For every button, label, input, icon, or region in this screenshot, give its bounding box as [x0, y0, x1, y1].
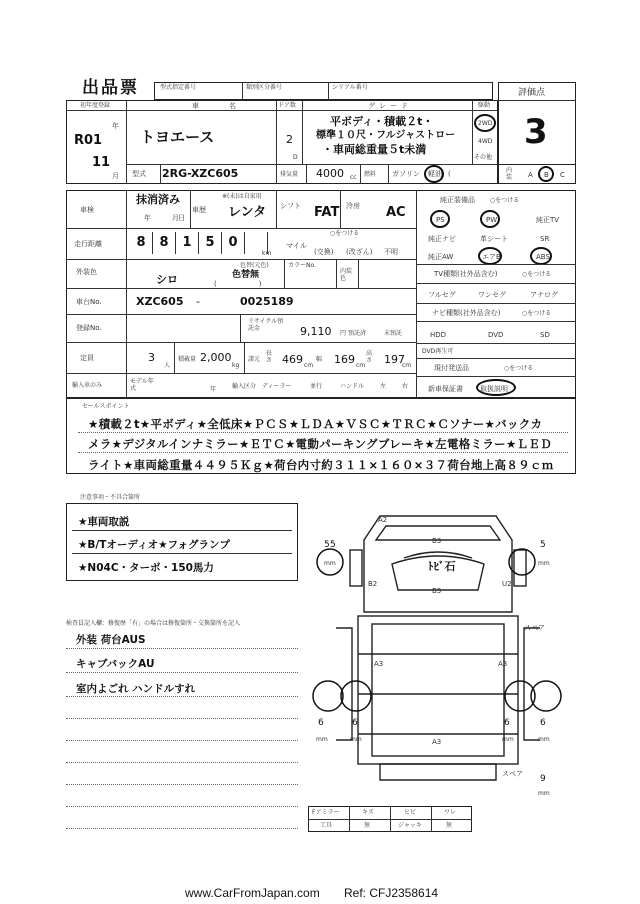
sales-point-line: メラ★デジタルインナミラー★ＥＴＣ★電動パーキングブレーキ★左電格ミラー★ＬＥＤ	[88, 437, 552, 451]
note-line: ★B/Tオーディオ★フォグランプ	[78, 539, 230, 551]
grade-line-2: 標準１０尺・フルジャストロー	[316, 130, 456, 141]
drive-4wd: 4WD	[478, 138, 493, 145]
recycle-unpaid: 未預託	[384, 330, 403, 337]
era-value: R01	[74, 133, 103, 148]
equip-aw: 純正AW	[428, 253, 454, 261]
tv-analog: アナログ	[530, 291, 558, 299]
tire-rear-left-outer	[313, 681, 343, 711]
handle-left: 左	[380, 383, 387, 390]
inspector-label: 検査員記入欄：修復歴「有」の場合は修復箇所・交換箇所を記入	[66, 620, 241, 627]
inspector-line: 外装 荷台AUS	[76, 634, 146, 646]
spare-unit: mm	[538, 790, 550, 797]
import-class-label: 輸入区分	[232, 383, 257, 390]
legend-item: ワレ	[444, 809, 457, 816]
shift-label: シフト	[280, 202, 301, 210]
grade-label: グレード	[368, 102, 412, 110]
history-label: 車歴	[192, 206, 206, 214]
color-label: 外装色	[76, 268, 97, 276]
capacity-value: 3	[148, 351, 155, 364]
reg-label: 登録No.	[76, 324, 102, 332]
mileage-digit: 5	[199, 232, 222, 254]
equipment-circle-note: ○をつける	[490, 197, 520, 204]
spare-label-top: スペア	[524, 624, 545, 632]
header-boxes	[154, 82, 493, 100]
width-label: 幅	[316, 356, 323, 363]
notes-label: 注意事項・不具合箇所	[80, 494, 141, 501]
interior-color-label: 内装色	[340, 268, 353, 282]
model-value: 2RG-XZC605	[162, 167, 239, 180]
chassis-dash: -	[196, 295, 200, 308]
mileage-digit: 8	[153, 232, 176, 254]
tire-depth-rr-outer: 6	[540, 718, 546, 728]
year-unit: 年	[112, 122, 119, 130]
interior-label: 内装	[506, 167, 513, 181]
tire-depth-rl-outer: 6	[318, 718, 324, 728]
tire-depth-fl-unit: mm	[324, 560, 336, 567]
orig-color-label: 色替(元色)	[240, 262, 269, 269]
mileage-label: 走行距離	[74, 240, 102, 248]
score-label: 評価点	[518, 88, 546, 98]
month-unit: 月	[112, 172, 119, 180]
orig-color-paren: ( )	[214, 280, 262, 288]
interior-c: C	[560, 171, 565, 179]
equip-leather: 革シート	[480, 235, 508, 243]
drive-2wd-circle	[474, 114, 496, 132]
equip-sr: SR	[540, 235, 550, 243]
damage-windshield: ﾄﾋﾞ石	[428, 560, 456, 573]
chassis-prefix: XZC605	[136, 295, 184, 308]
fuel-gasoline: ガソリン	[392, 170, 420, 178]
fuel-diesel-circle	[424, 165, 444, 183]
doors-unit: D	[293, 154, 298, 161]
note-line: ★N04C・ターボ・150馬力	[78, 562, 214, 574]
car-name-label: 車名	[192, 102, 266, 110]
mileage-digit: 0	[222, 232, 245, 254]
truck-diagram	[300, 500, 576, 810]
chassis-number: 0025189	[240, 295, 294, 308]
shaken-label: 車検	[80, 206, 94, 214]
length-value: 469	[282, 353, 303, 366]
mileage-tamper: (改ざん)	[346, 248, 373, 256]
shaken-day: 日	[178, 214, 185, 222]
color-value: シロ	[156, 273, 178, 286]
history-note: ※(未)は自家用	[222, 193, 262, 200]
spare-value: 9	[540, 774, 546, 784]
car-name-value: トヨエース	[140, 128, 215, 146]
tire-rear-left-inner	[341, 681, 371, 711]
doors-value: 2	[286, 133, 293, 146]
height-unit: cm	[402, 362, 412, 369]
tire-depth-fr-unit: mm	[538, 560, 550, 567]
damage-u2: U2	[502, 580, 512, 588]
load-label: 積載量	[178, 356, 197, 363]
inspector-line: 室内よごれ ハンドルすれ	[76, 683, 196, 695]
orig-color-value: 色替無	[232, 270, 260, 280]
equipment-title: 純正装備品	[440, 196, 475, 204]
recycle-value: 9,110	[300, 325, 332, 338]
legend-item: Fアミラー	[312, 809, 340, 816]
class-number-label: 類別区分番号	[246, 84, 283, 91]
mileage-circle-note: ○をつける	[330, 230, 360, 237]
displacement-unit: cc	[350, 174, 357, 181]
inspector-line: キャブバックAU	[76, 658, 155, 670]
tire-depth-fl-value: 5	[330, 540, 336, 550]
tv-fullseg: フルセグ	[428, 291, 456, 299]
shaken-ym: 年 月	[144, 214, 179, 222]
drive-other: その他	[474, 154, 493, 161]
handle-right: 右	[402, 383, 409, 390]
mileage-digit: 1	[176, 232, 199, 254]
handle-label: ハンドル	[340, 383, 365, 390]
parallel-label: 並行	[310, 383, 323, 390]
color-code-label: カラーNo.	[288, 262, 316, 269]
history-value: レンタ	[228, 205, 267, 220]
chassis-label: 車台No.	[76, 298, 102, 306]
capacity-unit: 人	[164, 362, 171, 369]
spare-label: スペア	[502, 770, 523, 778]
damage-a3-right: A3	[498, 660, 508, 668]
navi-sd: SD	[540, 331, 550, 339]
legend-value: 工具	[320, 822, 333, 829]
first-reg-label: 初年度登録	[80, 102, 111, 109]
equip-pw-circle	[480, 210, 500, 228]
type-designation-label: 型式指定番号	[160, 84, 197, 91]
damage-b3-bottom: B3	[432, 587, 442, 595]
height-label: 高さ	[366, 350, 373, 364]
shaken-value: 抹消済み	[136, 193, 180, 206]
damage-b2: B2	[368, 580, 378, 588]
sales-point-line: ★積載２t★平ボディ★全低床★ＰＣＳ★ＬＤＡ★ＶＳＣ★ＴＲＣ★Ｃソナー★バックカ	[88, 417, 543, 431]
fuel-label: 燃料	[364, 171, 377, 178]
legend-item: ヒビ	[404, 809, 417, 816]
load-unit: kg	[232, 362, 240, 369]
legend-item: キズ	[362, 809, 374, 816]
docs-circle-note: ○をつける	[504, 365, 534, 372]
dvd-playback: DVD再生可	[422, 348, 454, 355]
serial-number-label: シリアル番号	[332, 84, 368, 91]
fuel-paren: (	[448, 170, 451, 178]
equip-ps: PS	[436, 216, 445, 224]
month-value: 11	[92, 155, 111, 170]
navi-dvd: DVD	[488, 331, 504, 339]
navi-type-title: ナビ種類(社外品含む)	[432, 309, 501, 317]
grade-line-1: 平ボディ・積載２t・	[330, 115, 434, 128]
mileage-digit: 8	[130, 232, 153, 254]
tire-depth-rl-outer-unit: mm	[316, 736, 328, 743]
recycle-paid: 預託済	[348, 330, 367, 337]
docs-warranty: 新車保証書	[428, 385, 463, 393]
dealer-label: ディーラー	[262, 383, 292, 390]
capacity-label: 定員	[80, 354, 94, 362]
navi-hdd: HDD	[430, 331, 447, 339]
recycle-unit: 円	[340, 330, 347, 337]
model-year-label: モデル年式	[130, 378, 154, 392]
model-label: 型式	[132, 170, 146, 178]
doors-label: ドア数	[278, 102, 296, 109]
ac-value: AC	[386, 205, 406, 220]
width-unit: cm	[356, 362, 366, 369]
interior-a: A	[528, 171, 533, 179]
import-label: 輸入車のみ	[72, 382, 103, 389]
sales-points-label: セールスポイント	[82, 403, 130, 410]
tire-depth-rr-inner-unit: mm	[502, 736, 514, 743]
model-year-unit: 年	[210, 386, 217, 393]
docs-title: 現付発送品	[434, 364, 469, 372]
fuel-diesel: 軽油	[428, 170, 442, 178]
sheet-title: 出品票	[82, 78, 139, 98]
recycle-label: リサイクル預託金	[248, 318, 284, 332]
tire-depth-rl-inner-unit: mm	[350, 736, 362, 743]
footer-site: www.CarFromJapan.com	[185, 886, 320, 900]
interior-b-circle	[538, 166, 554, 182]
legend-value: 無	[446, 822, 453, 829]
grade-line-3: ・車両総重量５t未満	[322, 143, 427, 156]
mileage-meter-label: マイル	[286, 242, 307, 250]
damage-b3-top: B3	[432, 537, 442, 545]
ac-label: 冷房	[346, 202, 360, 210]
damage-a3-rear: A3	[432, 738, 442, 746]
damage-a2: A2	[378, 516, 388, 524]
equip-pw: PW	[486, 216, 498, 224]
mileage-swap: (交換)	[314, 248, 334, 256]
width-value: 169	[334, 353, 355, 366]
legend-value: ジャッキ	[398, 822, 422, 829]
load-value: 2,000	[200, 351, 232, 364]
length-unit: cm	[304, 362, 314, 369]
footer-ref: Ref: CFJ2358614	[344, 886, 439, 900]
tv-circle-note: ○をつける	[522, 271, 552, 278]
mileage-unknown: 不明	[384, 248, 398, 256]
equip-airbag-circle	[478, 247, 502, 265]
score-value: 3	[524, 112, 548, 152]
navi-circle-note: ○をつける	[522, 310, 552, 317]
tire-front-right	[509, 549, 535, 575]
displacement-value: 4000	[316, 167, 344, 180]
interior-b: B	[544, 171, 549, 179]
tv-oneseg: ワンセグ	[478, 291, 506, 299]
mileage-unit: km	[262, 250, 272, 257]
equip-navi: 純正ナビ	[428, 235, 456, 243]
tire-depth-fr-value: 5	[540, 540, 546, 550]
damage-a3-left: A3	[374, 660, 384, 668]
tire-depth-rr-inner: 6	[504, 718, 510, 728]
docs-manual: 取扱説明	[480, 385, 508, 393]
drive-2wd: 2WD	[478, 120, 493, 127]
shift-value: FAT	[314, 205, 340, 220]
equip-abs-circle	[530, 247, 552, 265]
mileage-digits	[130, 232, 268, 254]
tire-depth-rl-inner: 6	[352, 718, 358, 728]
docs-manual-circle	[476, 379, 516, 396]
tire-depth-fl: 5	[324, 540, 330, 550]
equip-tv: 純正TV	[536, 216, 560, 224]
dims-label: 諸元	[248, 356, 261, 363]
equip-abs: ABS	[536, 253, 550, 261]
drive-label: 駆動	[478, 102, 491, 109]
note-line: ★車両取説	[78, 516, 130, 528]
height-value: 197	[384, 353, 405, 366]
equip-ps-circle	[430, 210, 450, 228]
sales-point-line: ライト★車両総重量４４９５Ｋｇ★荷台内寸約３１１×１６０×３７荷台地上高８９ｃｍ	[88, 458, 554, 472]
tire-depth-rr-outer-unit: mm	[538, 736, 550, 743]
legend-value: 無	[364, 822, 371, 829]
tv-type-title: TV種類(社外品含む)	[434, 270, 498, 278]
displacement-label: 排気量	[280, 171, 299, 178]
equip-airbag: エアB	[482, 253, 501, 261]
length-label: 長さ	[266, 350, 273, 364]
